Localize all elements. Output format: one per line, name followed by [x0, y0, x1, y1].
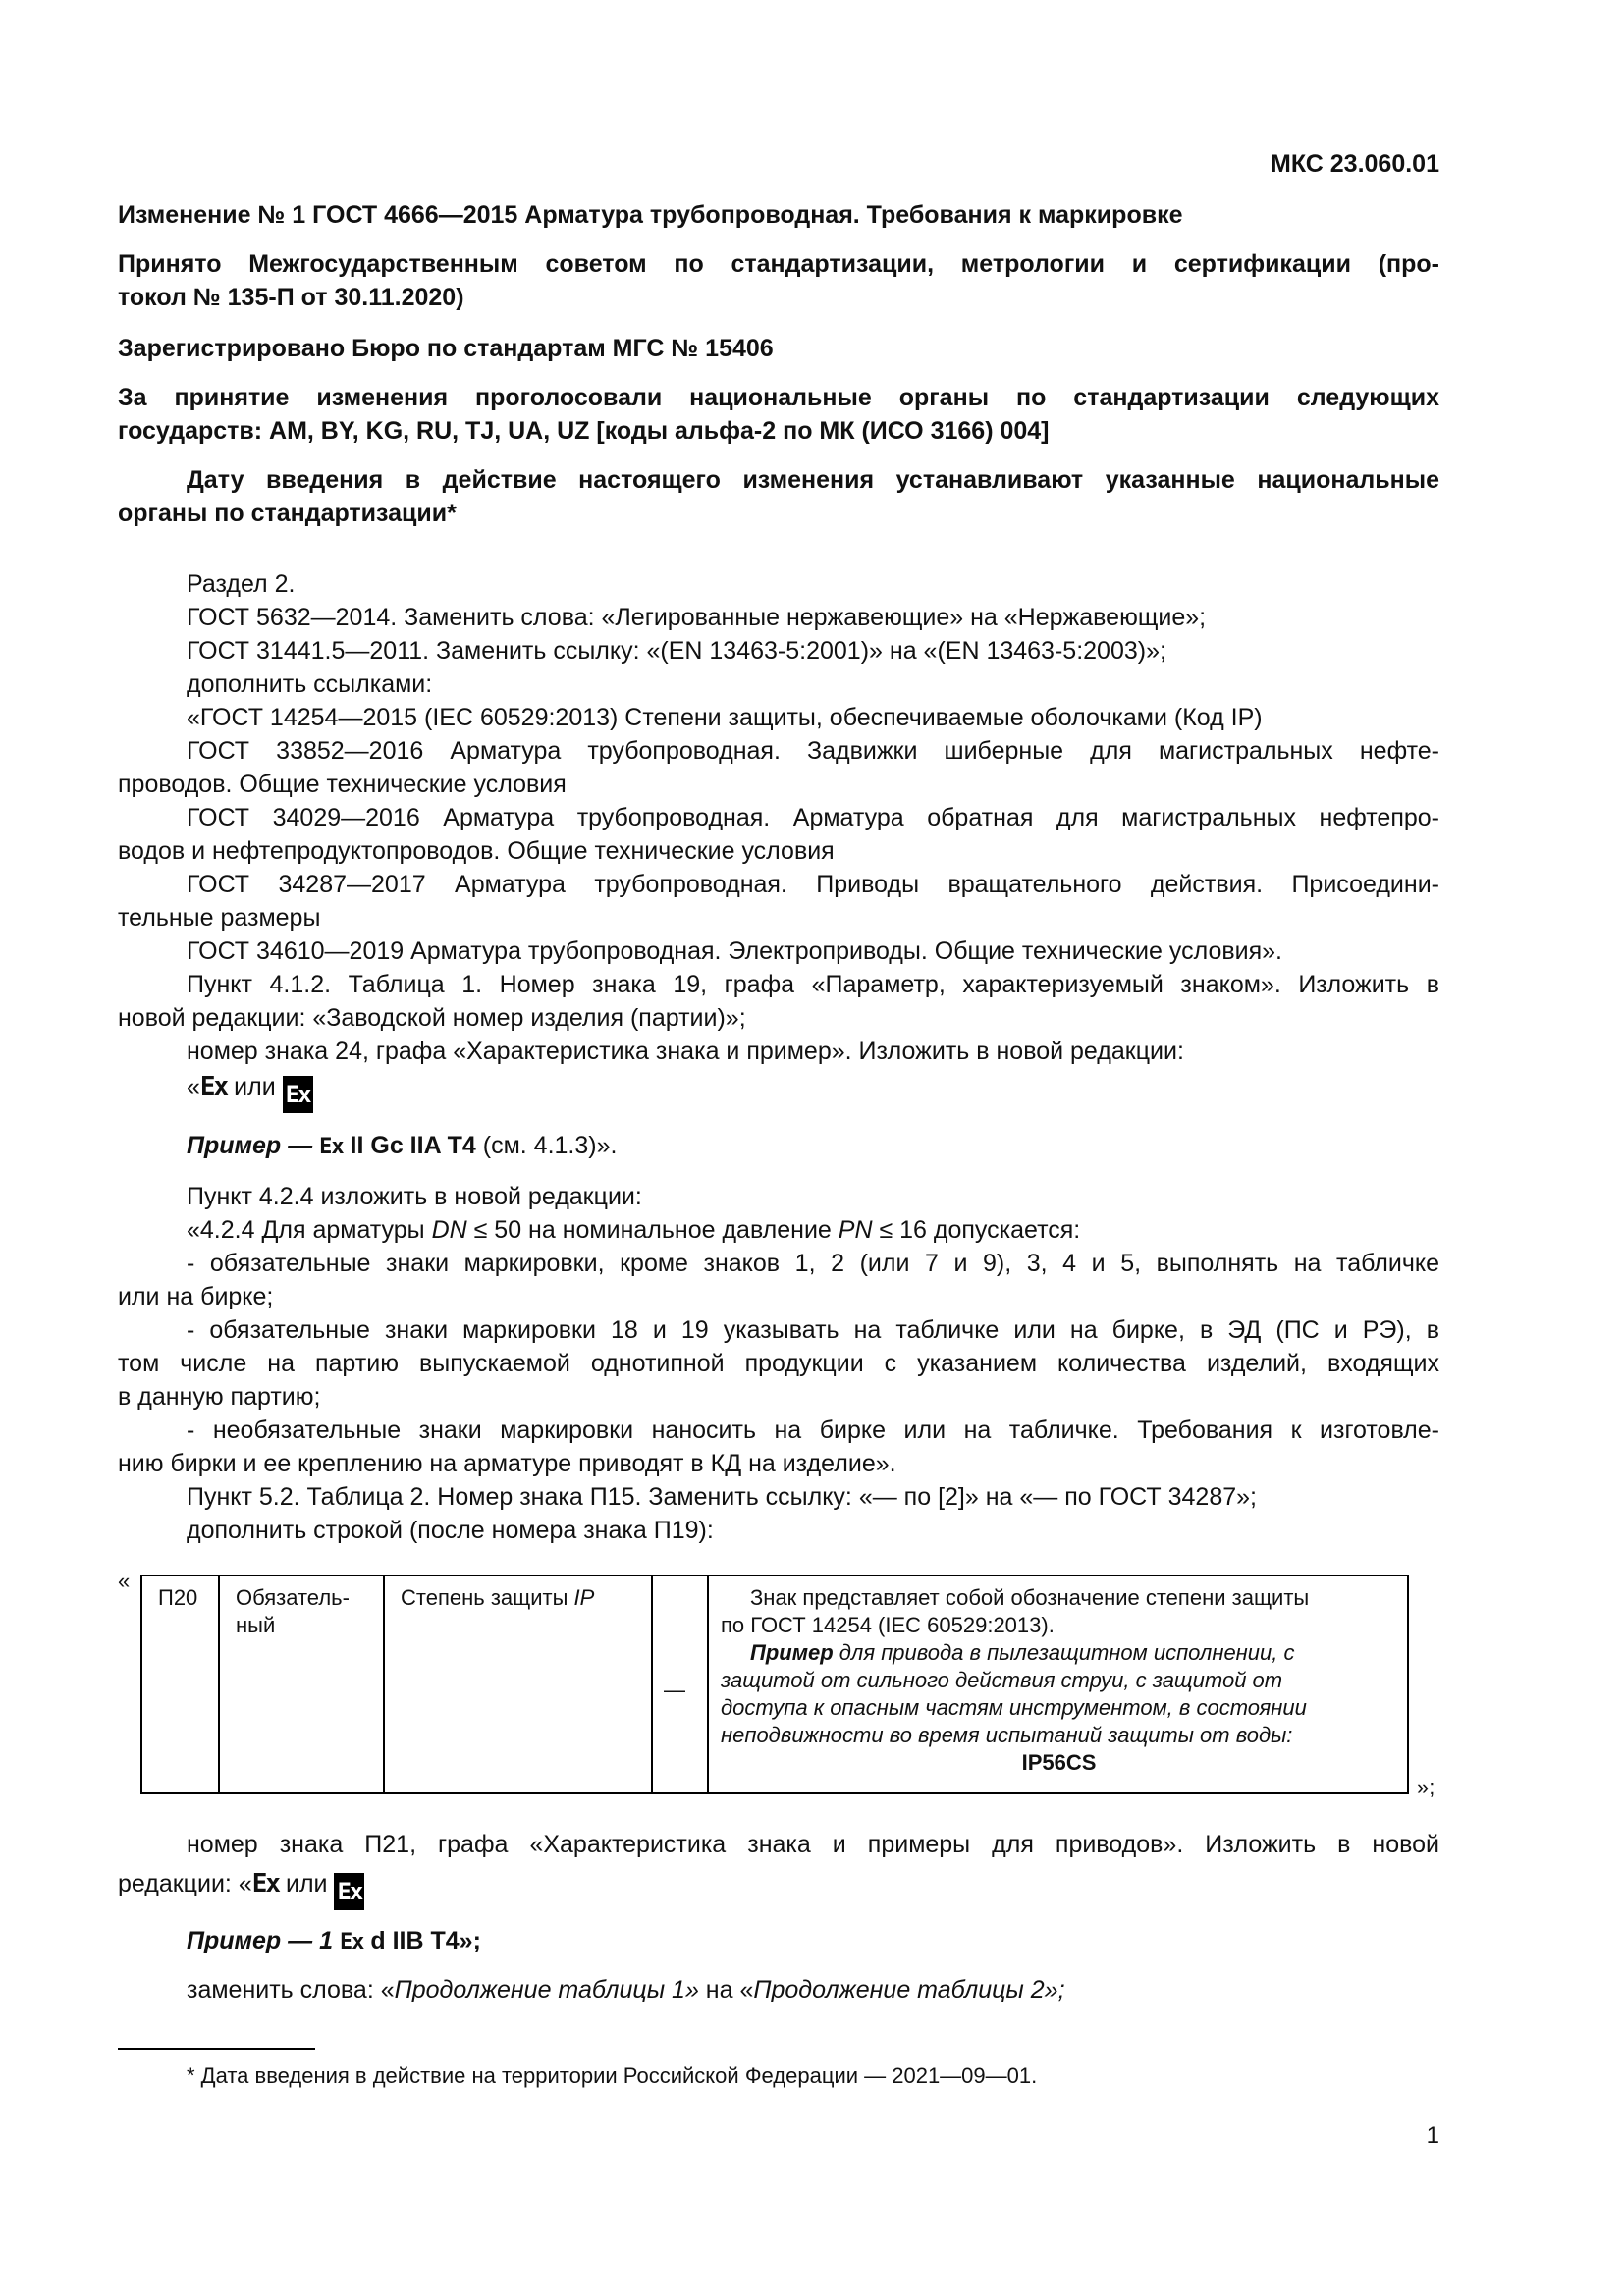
footnote-text: * Дата введения в действие на территории Российской Федерации — 2021—09—01.	[187, 2063, 1038, 2088]
example-label-2: Пример — 1	[187, 1927, 340, 1954]
body-line-09: водов и нефтепродуктопроводов. Общие технические условия	[118, 837, 835, 865]
body-line-19: или на бирке;	[118, 1283, 274, 1310]
dn-symbol: DN	[431, 1216, 467, 1244]
voted-line-1: За принятие изменения проголосовали национальные органы по стандартизации следующих	[118, 384, 1439, 411]
or-word-2: или	[279, 1870, 335, 1897]
clause-424-end: ≤ 16 допускается:	[872, 1216, 1081, 1244]
footnote-rule	[118, 2048, 315, 2050]
cell-protection-degree	[401, 1584, 594, 1612]
body-line-13: Пункт 4.1.2. Таблица 1. Номер знака 19, графа «Параметр, характеризуемый знаком». Изложить в	[187, 971, 1439, 998]
date-line-1: Дату введения в действие настоящего изменения устанавливают указанные национальные	[187, 466, 1439, 494]
example-label: Пример —	[187, 1132, 313, 1159]
clause-424-mid: ≤ 50 на номинальное давление	[466, 1216, 839, 1244]
example-line-2	[187, 1924, 1439, 1959]
cell-dash: —	[664, 1678, 685, 1702]
body-line-06: ГОСТ 33852—2016 Арматура трубопроводная. Задвижки шиберные для магистральных нефте-	[187, 737, 1439, 765]
body-line-26: дополнить строкой (после номера знака П19):	[187, 1517, 714, 1544]
amendment-title: Изменение № 1 ГОСТ 4666—2015 Арматура трубопроводная. Требования к маркировке	[118, 201, 1183, 229]
cell-desc-1: Знак представляет собой обозначение степени защиты	[750, 1585, 1310, 1610]
cell-ip-code: IP56CS	[1021, 1750, 1097, 1775]
cell-example-text: для привода в пылезащитном исполнении, с	[833, 1640, 1295, 1665]
ex-inline-symbol-2: Ex	[339, 1930, 364, 1954]
ex-box-symbol: Ex	[283, 1076, 313, 1113]
cell-desc-4: защитой от сильного действия струи, с защитой от	[721, 1668, 1283, 1692]
ex-code: II Gc IIA T4	[350, 1132, 476, 1159]
cell-code: П20	[158, 1585, 198, 1610]
cell-ip-symbol: IP	[573, 1585, 595, 1610]
body-line-17	[187, 1213, 1439, 1247]
or-word: или	[227, 1073, 283, 1100]
body-line-20: - обязательные знаки маркировки 18 и 19 указывать на табличке или на бирке, в ЭД (ПС и РЭ), в	[187, 1316, 1439, 1344]
body-line-28	[118, 1867, 1439, 1906]
body-line-23: - необязательные знаки маркировки наносить на бирке или на табличке. Требования к изготовле-	[187, 1416, 1439, 1444]
body-line-11: тельные размеры	[118, 904, 321, 932]
mks-code: МКС 23.060.01	[1271, 150, 1439, 178]
cell-desc-3	[750, 1639, 1295, 1667]
example-tail: (см. 4.1.3)».	[475, 1132, 618, 1159]
body-line-27: номер знака П21, графа «Характеристика знака и примеры для приводов». Изложить в новой	[187, 1831, 1439, 1858]
body-line-03: ГОСТ 31441.5—2011. Заменить ссылку: «(EN 13463-5:2001)» на «(EN 13463-5:2003)»;	[187, 637, 1166, 665]
cell-desc-5: доступа к опасным частям инструментом, в состоянии	[721, 1695, 1307, 1720]
continuation-table-1: Продолжение таблицы 1»	[394, 1976, 699, 2003]
cell-obligatory-1: Обязатель-	[236, 1585, 350, 1610]
ex-code-2: d IIB T4»;	[363, 1927, 481, 1954]
page-number: 1	[1426, 2122, 1439, 2149]
edition-prefix: редакции: «	[118, 1870, 252, 1897]
cell-desc-2: по ГОСТ 14254 (IEC 60529:2013).	[721, 1613, 1055, 1637]
body-line-01: Раздел 2.	[187, 570, 296, 598]
inserted-table-row	[140, 1575, 1409, 1794]
body-line-21: том числе на партию выпускаемой однотипной продукции с указанием количества изделий, входящих	[118, 1350, 1439, 1377]
cell-protection-text: Степень защиты	[401, 1585, 574, 1610]
body-line-12: ГОСТ 34610—2019 Арматура трубопроводная. Электроприводы. Общие технические условия».	[187, 937, 1282, 965]
ex-symbol-2: Ex	[251, 1869, 280, 1898]
cell-desc-6: неподвижности во время испытаний защиты от воды:	[721, 1723, 1293, 1747]
body-line-14: новой редакции: «Заводской номер изделия (партии)»;	[118, 1004, 746, 1032]
ex-marking-line	[187, 1070, 1439, 1109]
replace-words-mid: на «	[698, 1976, 754, 2003]
pn-symbol: PN	[838, 1216, 873, 1244]
body-line-16: Пункт 4.2.4 изложить в новой редакции:	[187, 1183, 642, 1210]
body-line-22: в данную партию;	[118, 1383, 321, 1411]
ex-box-symbol-2: Ex	[334, 1873, 364, 1910]
body-line-08: ГОСТ 34029—2016 Арматура трубопроводная. Арматура обратная для магистральных нефтепро-	[187, 804, 1439, 831]
registered-line: Зарегистрировано Бюро по стандартам МГС № 15406	[118, 335, 774, 362]
clause-424-start: «4.2.4 Для арматуры	[187, 1216, 432, 1244]
table-open-quote: «	[118, 1569, 131, 1593]
adopted-line-2: токол № 135-П от 30.11.2020)	[118, 284, 464, 311]
continuation-table-2: Продолжение таблицы 2»;	[753, 1976, 1065, 2003]
body-line-24: нию бирки и ее креплению на арматуре приводят в КД на изделие».	[118, 1450, 896, 1477]
table-close-quote: »;	[1417, 1775, 1435, 1799]
cell-example-label: Пример	[750, 1640, 834, 1665]
ex-symbol: Ex	[199, 1072, 228, 1101]
body-line-07: проводов. Общие технические условия	[118, 771, 567, 798]
body-line-05: «ГОСТ 14254—2015 (IEC 60529:2013) Степени защиты, обеспечиваемые оболочками (Код IP)	[187, 704, 1263, 731]
date-line-2: органы по стандартизации*	[118, 500, 457, 527]
body-line-04: дополнить ссылками:	[187, 670, 433, 698]
example-line-1	[187, 1129, 1439, 1164]
body-line-18: - обязательные знаки маркировки, кроме знаков 1, 2 (или 7 и 9), 3, 4 и 5, выполнять на табличке	[187, 1250, 1439, 1277]
body-line-25: Пункт 5.2. Таблица 2. Номер знака П15. Заменить ссылку: «— по [2]» на «— по ГОСТ 34287»;	[187, 1483, 1257, 1511]
body-line-10: ГОСТ 34287—2017 Арматура трубопроводная. Приводы вращательного действия. Присоедини-	[187, 871, 1439, 898]
body-line-15: номер знака 24, графа «Характеристика знака и пример». Изложить в новой редакции:	[187, 1038, 1184, 1065]
cell-obligatory-2: ный	[236, 1613, 276, 1637]
voted-line-2: государств: AM, BY, KG, RU, TJ, UA, UZ [коды альфа-2 по МК (ИСО 3166) 004]	[118, 417, 1050, 445]
ex-inline-symbol: Ex	[319, 1135, 344, 1159]
open-quote: «	[187, 1073, 200, 1100]
replace-words-start: заменить слова: «	[187, 1976, 395, 2003]
body-line-02: ГОСТ 5632—2014. Заменить слова: «Легированные нержавеющие» на «Нержавеющие»;	[187, 604, 1207, 631]
adopted-line-1: Принято Межгосударственным советом по стандартизации, метрологии и сертификации (про-	[118, 250, 1439, 278]
body-line-29	[187, 1973, 1439, 2006]
